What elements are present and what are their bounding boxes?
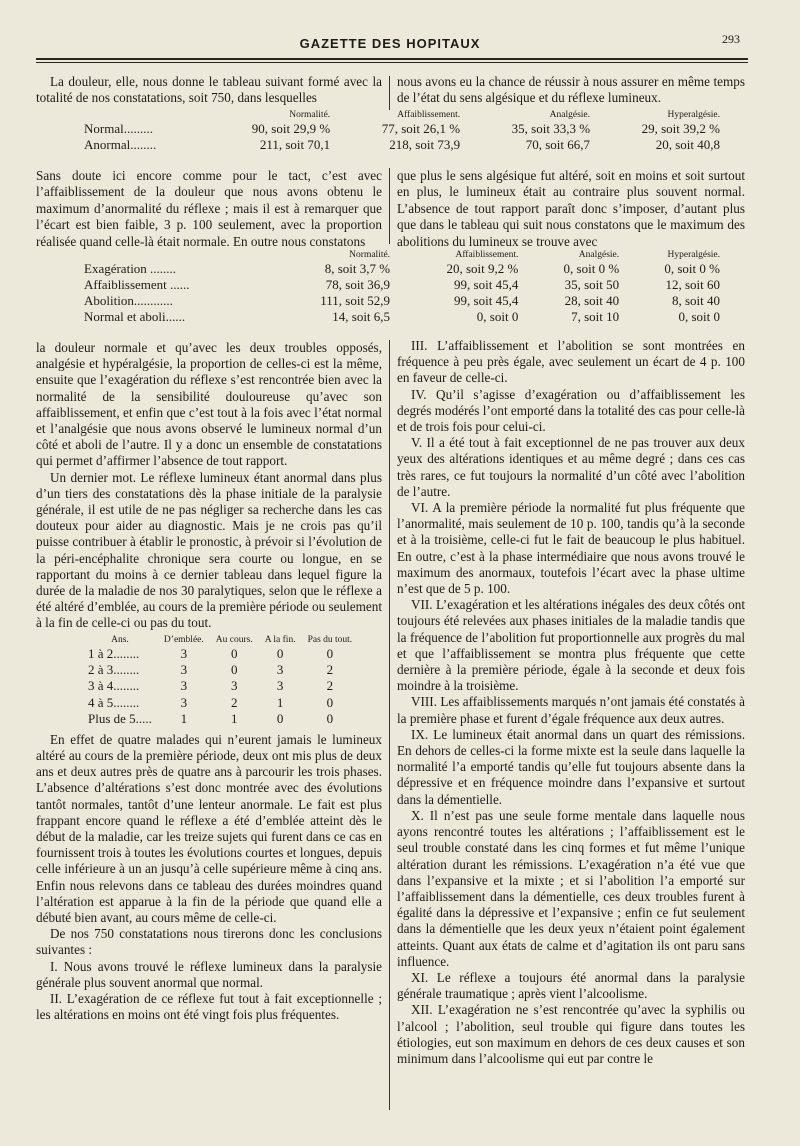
- paragraph: V. Il a été tout à fait exceptionnel de ne pas trouver aux deux yeux des altérations identiques et au même degré ; dans ces cas très rares, ce fut toujours la normalité d’un côté avec l’abolition de l’autre.: [397, 435, 745, 499]
- row-label: Affaiblissement ......: [84, 277, 190, 292]
- table-row: [82, 678, 358, 694]
- cell: 211, soit 70,1: [259, 137, 331, 152]
- paragraph: VI. A la première période la normalité fut plus fréquente que l’anormalité, mais seulement de 10 p. 100, tandis qu’à la seconde et à la troisième, celle-ci fut le fait de beaucoup le plus habituel. En outre, c’est à la phase intermédiaire que nous avons trouvé le maximum des anormaux, toutefois l’écart avec la phase ultime n’est que de 5 p. 100.: [397, 500, 745, 597]
- col-header: Affaiblissement.: [397, 110, 461, 120]
- cell: 0: [326, 711, 334, 727]
- cell: 0: [230, 645, 238, 661]
- cell: 29, soit 39,2 %: [641, 121, 720, 136]
- col-header: Au cours.: [215, 634, 253, 645]
- cell: 99, soit 45,4: [454, 277, 519, 292]
- paragraph: Un dernier mot. Le réflexe lumineux étant anormal dans plus d’un tiers des constatations dès la phase initiale de la paralysie générale, il est utile de ne pas négliger sa recherche dans les cas douteux pour aider au diagnostic. Mais je ne crois pas qu’il puisse contribuer à établir le pronostic, à prévoir si l’évolution de la péri-encéphalite chronique sera courte ou longue, en se rapportant du moins à ce dernier tableau dans lequel figure la durée de la maladie de nos 30 paralytiques, selon que le réflexe a été altéré d’emblée, au cours de la première période ou seulement à la fin de celle-ci ou pas du tout.: [36, 469, 383, 631]
- header-rule: [36, 58, 748, 60]
- paragraph: XI. Le réflexe a toujours été anormal dans la paralysie générale traumatique ; après vient l’alcoolisme.: [397, 969, 745, 1002]
- paragraph: IV. Qu’il s’agisse d’exagération ou d’affaiblissement les degrés modérés l’ont emporté dans la totalité des cas pour celle-là et de trois fois pour celui-ci.: [397, 386, 745, 435]
- intro-left-text: La douleur, elle, nous donne le tableau suivant formé avec la totalité de nos constatations, soit 750, dans lesquelles: [36, 74, 382, 106]
- paragraph: De nos 750 constatations nous tirerons donc les conclusions suivantes :: [36, 926, 382, 958]
- paragraph: XII. L’exagération ne s’est rencontrée qu’avec la syphilis ou l’alcool ; l’abolition, seul trouble qui figure dans toutes les étiologies, eut son maximum en dehors de ces deux causes et son minimum dans l’alcoolisme qui eut par contre le: [397, 1002, 745, 1066]
- cell: 78, soit 36,9: [325, 277, 391, 292]
- cell: 90, soit 29,9 %: [251, 121, 331, 136]
- cell: 3: [230, 678, 238, 694]
- paragraph: II. L’exagération de ce réflexe fut tout à fait exceptionnelle ; les altérations en moins ont été vingt fois plus fréquentes.: [36, 990, 382, 1023]
- col-header: Hyperalgésie.: [667, 110, 720, 120]
- cell: 14, soit 6,5: [332, 309, 391, 324]
- cell: 12, soit 60: [665, 277, 720, 292]
- paragraph: I. Nous avons trouvé le réflexe lumineux dans la paralysie générale plus souvent anormal que normal.: [36, 958, 382, 990]
- table-douleur: [82, 110, 722, 153]
- col-header: Normalité.: [289, 110, 331, 120]
- table-header-row: [82, 634, 358, 646]
- col-header: Analgésie.: [549, 110, 591, 120]
- table-reflexe: [82, 250, 722, 325]
- cell: 8, soit 3,7 %: [324, 261, 391, 276]
- table-duree: [82, 634, 358, 728]
- col-header: A la fin.: [264, 634, 296, 645]
- table-header-row: [82, 110, 722, 121]
- cell: 3: [180, 678, 188, 694]
- cell: 0: [276, 645, 284, 661]
- para2-left: [36, 168, 382, 250]
- table-header-row: [82, 250, 722, 261]
- cell: 0, soit 0: [678, 309, 720, 324]
- cell: 20, soit 9,2 %: [446, 261, 519, 276]
- row-label: Exagération ........: [84, 261, 177, 276]
- cell: 0, soit 0 %: [563, 261, 620, 276]
- col-header: Analgésie.: [578, 250, 620, 260]
- row-label: 1 à 2........: [88, 645, 140, 661]
- cell: 3: [180, 662, 188, 678]
- table-row: [82, 309, 722, 325]
- paragraph: III. L’affaiblissement et l’abolition se sont montrées en fréquence à peu près égale, avec seulement un écart de 4 p. 100 en faveur de celle-ci.: [397, 338, 745, 386]
- row-label: Abolition............: [84, 293, 173, 308]
- cell: 8, soit 40: [671, 293, 720, 308]
- page-number: 293: [722, 32, 740, 46]
- cell: 111, soit 52,9: [320, 293, 391, 308]
- cell: 3: [180, 645, 188, 661]
- cell: 99, soit 45,4: [454, 293, 519, 308]
- para2-left-text: Sans doute ici encore comme pour le tact, c’est avec l’affaiblissement de la douleur que nous avons obtenu le maximum d’anormalité du réflexe ; mais il est à remarquer que l’écart est bien faible, 3 p. 100 seulement, avec la proportion réalisée quand celle-là était normale. En outre nous constatons: [36, 168, 382, 249]
- cell: 218, soit 73,9: [389, 137, 461, 152]
- cell: 20, soit 40,8: [655, 137, 720, 152]
- table-row: [82, 695, 358, 711]
- main-right-column: [397, 338, 745, 1067]
- cell: 3: [276, 678, 284, 694]
- row-label: 4 à 5........: [88, 694, 140, 710]
- col-header: Ans.: [111, 634, 129, 645]
- cell: 0: [326, 645, 334, 661]
- cell: 0: [326, 694, 334, 710]
- paragraph: la douleur normale et qu’avec les deux troubles opposés, analgésie et hypéralgésie, la proportion de celles-ci est la même, ensuite que l’exagération du réflexe s’est rencontrée bien avec la normalité de la sensibilité douloureuse qu’avec son affaiblissement, et enfin que c’est tout à la fois avec l’état normal et l’analgésie que nous avons observé le lumineux normal d’un côté et aboli de l’autre. Il y a donc un ensemble de constatations qui permet d’affirmer l’absence de tout rapport.: [36, 340, 382, 469]
- cell: 77, soit 26,1 %: [381, 121, 461, 136]
- cell: 0: [230, 662, 238, 678]
- col-header: Affaiblissement.: [455, 250, 519, 260]
- journal-title: GAZETTE DES HOPITAUX: [299, 36, 481, 51]
- col-header: D’emblée.: [163, 634, 204, 645]
- column-divider: [389, 168, 390, 244]
- table-row: [82, 261, 722, 277]
- para2-right-text: que plus le sens algésique fut altéré, soit en moins et soit surtout en plus, le lumineux était au contraire plus souvent normal. L’absence de tout rapport paraît donc s’imposer, d’autant plus que dans le tableau qui suit nous constatons que le maximum des abolitions du lumineux se trouve avec: [397, 168, 745, 249]
- col-header: Hyperalgésie.: [667, 250, 720, 260]
- cell: 0: [276, 711, 284, 727]
- cell: 2: [326, 678, 334, 694]
- row-label: 3 à 4........: [88, 678, 140, 694]
- page-header: [36, 30, 744, 60]
- row-label: Anormal........: [84, 137, 157, 152]
- table-row: [82, 277, 722, 293]
- table-row: [82, 293, 722, 309]
- column-divider: [389, 340, 390, 1110]
- cell: 35, soit 50: [564, 277, 620, 292]
- row-label: 2 à 3........: [88, 662, 140, 678]
- row-label: Normal et aboli......: [84, 309, 186, 324]
- table-row: [82, 711, 358, 727]
- cell: 0, soit 0: [476, 309, 519, 324]
- col-header: Pas du tout.: [307, 634, 353, 645]
- cell: 35, soit 33,3 %: [511, 121, 591, 136]
- paragraph: VII. L’exagération et les altérations inégales des deux côtés ont toujours été relevées aux phases initiales de la maladie tandis que la fréquence de l’abolition fut proportionnelle aux progrès du mal et que l’affaiblissement se montra plus fréquente que cette dernière à la première période, égale à la seconde et deux fois moindre à la troisième.: [397, 597, 745, 694]
- intro-right-text: nous avons eu la chance de réussir à nous assurer en même temps de l’état du sens algésique et du réflexe lumineux.: [397, 74, 745, 106]
- paragraph: En effet de quatre malades qui n’eurent jamais le lumineux altéré au cours de la première période, deux ont mis plus de deux ans et deux autres près de quatre ans à parcourir les trois phases. L’absence d’altérations s’est donc montrée avec des évolutions tantôt normales, tantôt d’une lenteur anormale. Le fait est plus frappant encore quand le réflexe a été d’emblée atteint dès le début de la maladie, car les treize sujets qui furent dans ce cas en fournissent trois à toutes les évolutions courtes et longues, depuis celle inférieure à un an jusqu’à celle supérieure même à cinq ans. Enfin nous relevons dans ce tableau des durées moindres quand l’altération est apparue à la fin de la période que quand elle a débuté bien avant, au cours même de celle-ci.: [36, 731, 382, 925]
- row-label: Normal.........: [84, 121, 153, 136]
- cell: 1: [180, 711, 188, 727]
- cell: 2: [230, 694, 238, 710]
- table-row: [82, 662, 358, 678]
- paragraph: IX. Le lumineux était anormal dans un quart des rémissions. En dehors de celles-ci la forme mixte est la seule dans laquelle la normalité l’a emporté tandis qu’elle fut toujours absente dans la dépressive et en fréquence moindre dans l’expansive et surtout dans la démentielle.: [397, 726, 745, 807]
- table-row: [82, 646, 358, 662]
- table-row: [82, 137, 722, 153]
- paragraph: VIII. Les affaiblissements marqués n’ont jamais été constatés à la première phase et furent d’égale fréquence aux deux autres.: [397, 694, 745, 726]
- cell: 1: [230, 711, 238, 727]
- cell: 7, soit 10: [571, 309, 620, 324]
- cell: 70, soit 66,7: [525, 137, 591, 152]
- cell: 1: [276, 694, 284, 710]
- para2-right: [397, 168, 745, 250]
- cell: 28, soit 40: [564, 293, 620, 308]
- intro-left: [36, 74, 382, 107]
- table-row: [82, 121, 722, 137]
- col-header: Normalité.: [349, 250, 391, 260]
- cell: 2: [326, 662, 334, 678]
- intro-right: [397, 74, 745, 107]
- row-label: Plus de 5.....: [88, 711, 152, 727]
- paragraph: X. Il n’est pas une seule forme mentale dans laquelle nous ayons rencontré toutes les altérations ; l’affaiblissement est le seul trouble constaté dans les cinq formes et fut même l’unique altération durant les rémissions. L’exagération n’a été vue que dans l’expansive et la mixte ; et si l’abolition l’a emporté sur l’affaiblissement dans la démentielle, ces deux troubles furent à égalité dans la dépressive et l’expansive ; enfin ce fut seulement dans la démentielle que les deux yeux n’étaient point également atteints. Quant aux états de calme et d’agitation ils ont paru sans influence.: [397, 807, 745, 969]
- header-rule-thin: [36, 62, 748, 63]
- cell: 3: [276, 662, 284, 678]
- main-left-column: [36, 340, 382, 1023]
- cell: 0, soit 0 %: [664, 261, 720, 276]
- column-divider: [389, 76, 390, 110]
- cell: 3: [180, 694, 188, 710]
